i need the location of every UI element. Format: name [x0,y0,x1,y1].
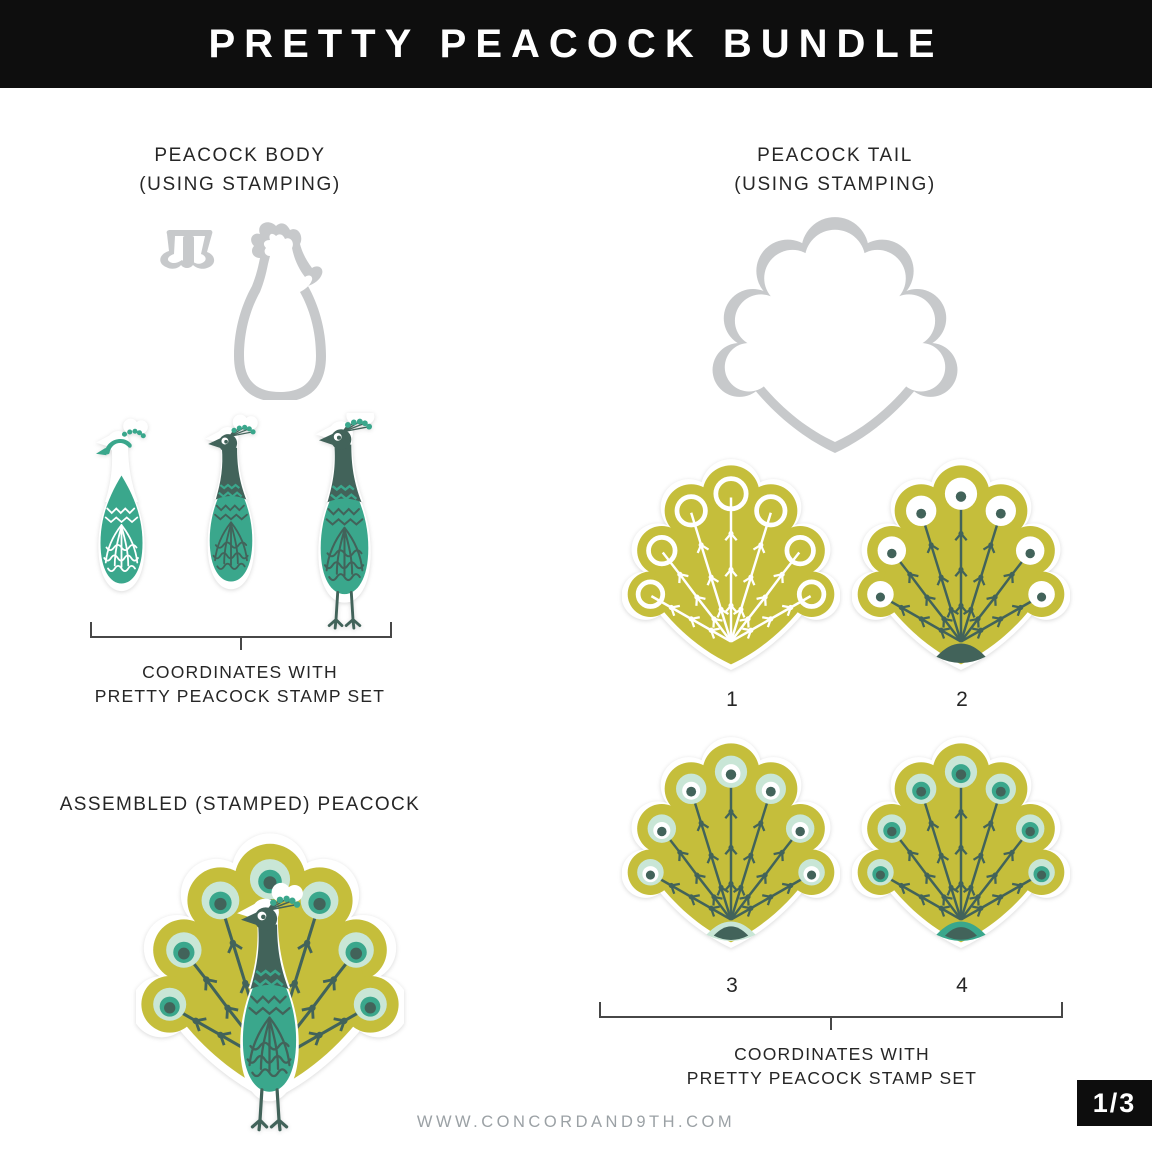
body-section-title-line2: (USING STAMPING) [139,174,341,195]
peacock-body-stamps-illustration [78,413,398,641]
tail-labels-row-1 [617,688,1077,712]
tail-coordinates-bracket [599,1001,1063,1031]
body-coordinates-line1: COORDINATES WITH [142,662,338,682]
body-coordinates-bracket [90,621,392,651]
website-url: WWW.CONCORDAND9TH.COM [416,1113,736,1131]
tail-label-3: 3 [726,974,738,997]
tail-coordinates-note [632,1042,1032,1090]
body-coordinates-note [40,660,440,708]
page-indicator: 1/3 [1092,1087,1137,1118]
body-coordinates-line2: PRETTY PEACOCK STAMP SET [94,686,386,706]
assembled-peacock-title: ASSEMBLED (STAMPED) PEACOCK [59,794,421,815]
body-section-title-line1: PEACOCK BODY [154,145,326,166]
tail-die-outline-illustration [712,206,958,458]
body-stamp-3-icon [316,413,375,628]
tail-label-4: 4 [956,974,968,997]
title-banner [0,0,1152,88]
assembled-peacock-illustration [136,824,404,1150]
tail-variant-4-illustration [852,726,1070,954]
body-die-outlines-illustration [146,212,338,400]
tail-section-title-line1: PEACOCK TAIL [757,145,913,166]
tail-section-title-line2: (USING STAMPING) [734,174,936,195]
page-title: PRETTY PEACOCK BUNDLE [208,21,944,66]
body-die-icon [234,222,326,400]
tail-label-2: 2 [956,688,968,711]
tail-coordinates-line1: COORDINATES WITH [734,1044,930,1064]
tail-section-title [635,141,1035,199]
tail-variant-1-illustration [622,448,840,676]
tail-variant-3-illustration [622,726,840,954]
tail-coordinates-line2: PRETTY PEACOCK STAMP SET [686,1068,978,1088]
tail-variant-2-illustration [852,448,1070,676]
tail-labels-row-2 [617,974,1077,998]
legs-die-icon [160,230,214,269]
tail-label-1: 1 [726,688,738,711]
body-stamp-2-icon [205,415,258,590]
body-section-title [40,141,440,199]
page-indicator-badge [1077,1080,1152,1126]
body-stamp-1-icon [96,419,148,591]
